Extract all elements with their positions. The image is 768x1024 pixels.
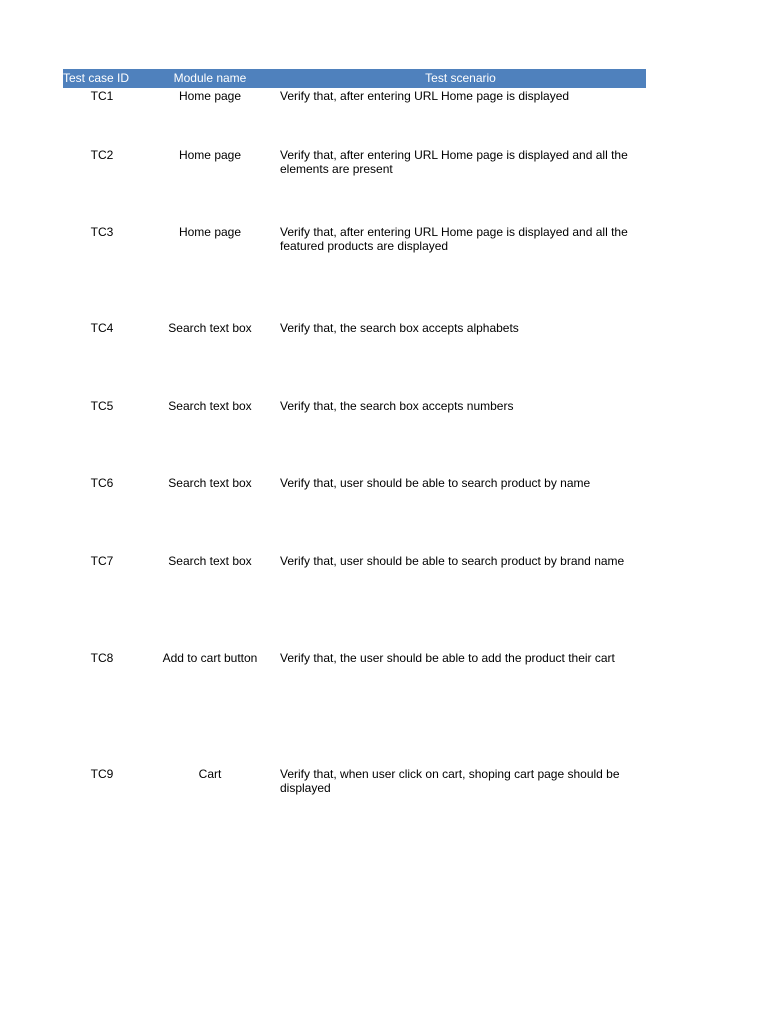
test-case-id: TC2 <box>90 148 114 162</box>
test-case-id: TC9 <box>90 767 114 781</box>
table-header-row <box>63 69 646 88</box>
test-scenario: Verify that, the search box accepts numbers <box>280 399 514 413</box>
module-name: Cart <box>198 767 222 781</box>
test-scenario: Verify that, the search box accepts alphabets <box>280 321 519 335</box>
module-name: Search text box <box>168 476 252 490</box>
module-name: Search text box <box>168 399 252 413</box>
test-case-id: TC5 <box>90 399 114 413</box>
test-case-id: TC3 <box>90 225 114 239</box>
test-scenario: Verify that, after entering URL Home page is displayed and all the elements are present <box>280 148 628 176</box>
test-scenario: Verify that, after entering URL Home page is displayed and all the featured products are displayed <box>280 225 628 253</box>
module-name: Add to cart button <box>162 651 258 665</box>
test-case-id: TC6 <box>90 476 114 490</box>
test-case-id: TC8 <box>90 651 114 665</box>
test-case-id: TC7 <box>90 554 114 568</box>
test-scenario: Verify that, when user click on cart, shoping cart page should be displayed <box>280 767 620 795</box>
module-name: Home page <box>178 89 242 103</box>
test-case-id: TC4 <box>90 321 114 335</box>
test-scenario: Verify that, the user should be able to add the product their cart <box>280 651 615 665</box>
module-name: Home page <box>178 148 242 162</box>
test-case-id: TC1 <box>90 89 114 103</box>
header-module-name: Module name <box>173 71 247 85</box>
module-name: Search text box <box>168 554 252 568</box>
test-scenario: Verify that, after entering URL Home page is displayed <box>280 89 570 103</box>
test-scenario: Verify that, user should be able to search product by name <box>280 476 591 490</box>
header-test-scenario: Test scenario <box>425 71 496 85</box>
test-scenario: Verify that, user should be able to search product by brand name <box>280 554 625 568</box>
module-name: Search text box <box>168 321 252 335</box>
header-test-case-id: Test case ID <box>63 71 130 85</box>
module-name: Home page <box>178 225 242 239</box>
